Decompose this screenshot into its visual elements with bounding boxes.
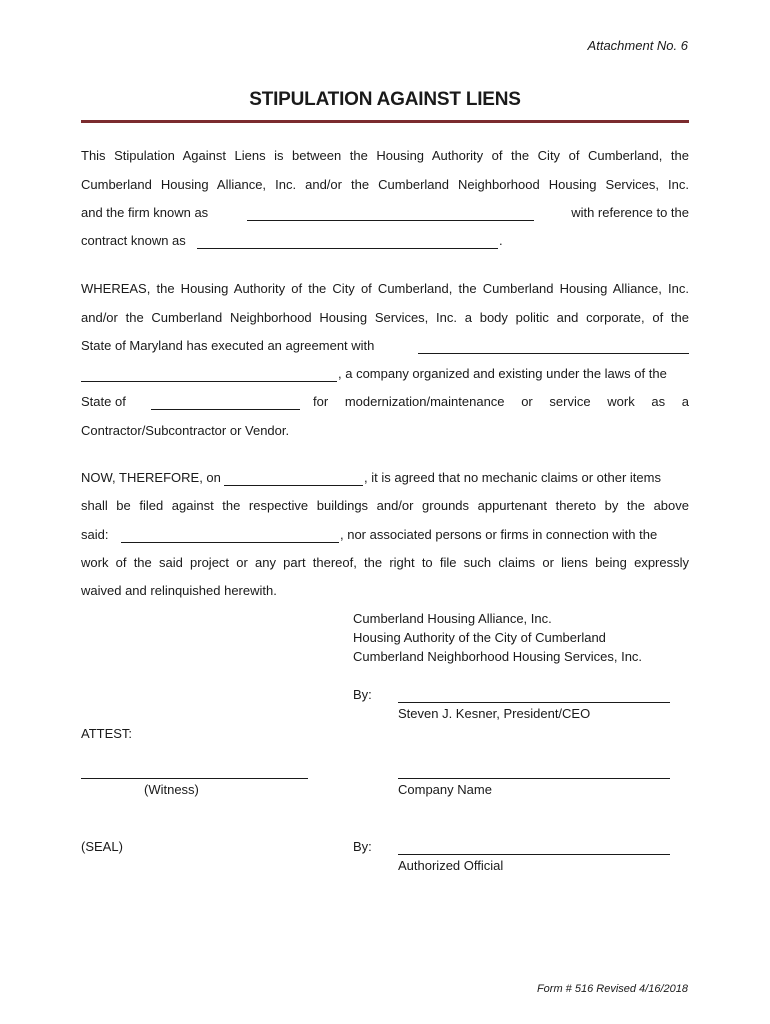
contract-name-field[interactable]	[197, 235, 498, 249]
by-label-2: By:	[353, 839, 372, 854]
attachment-number: Attachment No. 6	[587, 38, 688, 53]
witness-label: (Witness)	[144, 782, 199, 797]
company-name-label: Company Name	[398, 782, 492, 797]
company-field[interactable]	[81, 368, 337, 382]
para3-line4: work of the said project or any part thereof, the right to file such claims or liens being expressly	[81, 555, 689, 570]
said-party-field[interactable]	[121, 529, 339, 543]
para1-line2: Cumberland Housing Alliance, Inc. and/or the Cumberland Neighborhood Housing Services, Inc.	[81, 177, 689, 192]
para2-line5	[81, 392, 689, 412]
para3-line3-end: , nor associated persons or firms in connection with the	[340, 527, 658, 542]
para2-line3-start: State of Maryland has executed an agreement with	[81, 338, 375, 353]
para3-line5: waived and relinquished herewith.	[81, 583, 277, 598]
document-title: STIPULATION AGAINST LIENS	[249, 89, 521, 110]
para3-line2: shall be filed against the respective buildings and/or grounds appurtenant thereto by the above	[81, 498, 689, 513]
para1-line4-end: .	[499, 233, 503, 248]
para1-line1: This Stipulation Against Liens is between the Housing Authority of the City of Cumberland, the	[81, 148, 689, 163]
form-revision: Form # 516 Revised 4/16/2018	[536, 983, 688, 995]
title-rule	[81, 120, 689, 123]
para2-line2: and/or the Cumberland Neighborhood Housing Services, Inc. a body politic and corporate, of the	[81, 310, 689, 325]
para3-line1-end: , it is agreed that no mechanic claims or other items	[364, 470, 661, 485]
para2-line6: Contractor/Subcontractor or Vendor.	[81, 423, 290, 438]
by-label-1: By:	[353, 687, 372, 702]
para3-line3-start: said:	[81, 527, 109, 542]
para3-line1	[81, 468, 689, 488]
para1-line3-start: and the firm known as	[81, 205, 209, 220]
para1-line3	[81, 203, 689, 223]
witness-signature-line[interactable]	[81, 778, 308, 779]
org-line-1: Cumberland Housing Alliance, Inc.	[353, 611, 552, 626]
para2-line5-end: for modernization/maintenance or service work as a	[313, 394, 689, 409]
ceo-signature-line[interactable]	[398, 702, 670, 703]
agreement-party-field[interactable]	[418, 340, 689, 354]
signer-name: Steven J. Kesner, President/CEO	[398, 706, 591, 721]
org-line-2: Housing Authority of the City of Cumberland	[353, 630, 606, 645]
company-name-line[interactable]	[398, 778, 670, 779]
seal-label: (SEAL)	[81, 839, 123, 854]
firm-name-field[interactable]	[247, 207, 534, 221]
org-line-3: Cumberland Neighborhood Housing Services, Inc.	[353, 649, 643, 664]
para2-line3	[81, 336, 689, 356]
para3-line1-start: NOW, THEREFORE, on	[81, 470, 221, 485]
para2-line5-start: State of	[81, 394, 126, 409]
para2-line1: WHEREAS, the Housing Authority of the City of Cumberland, the Cumberland Housing Alliance, Inc.	[81, 281, 689, 296]
official-label: Authorized Official	[398, 858, 504, 873]
para2-line4	[81, 364, 689, 384]
official-signature-line[interactable]	[398, 854, 670, 855]
para1-line4	[81, 231, 689, 251]
para1-line4-start: contract known as	[81, 233, 186, 248]
state-field[interactable]	[151, 396, 300, 410]
para3-line3	[81, 525, 689, 545]
attest-label: ATTEST:	[81, 726, 133, 741]
para2-line4-end: , a company organized and existing under the laws of the	[338, 366, 667, 381]
para1-line3-end: with reference to the	[571, 205, 689, 220]
date-field[interactable]	[224, 472, 363, 486]
